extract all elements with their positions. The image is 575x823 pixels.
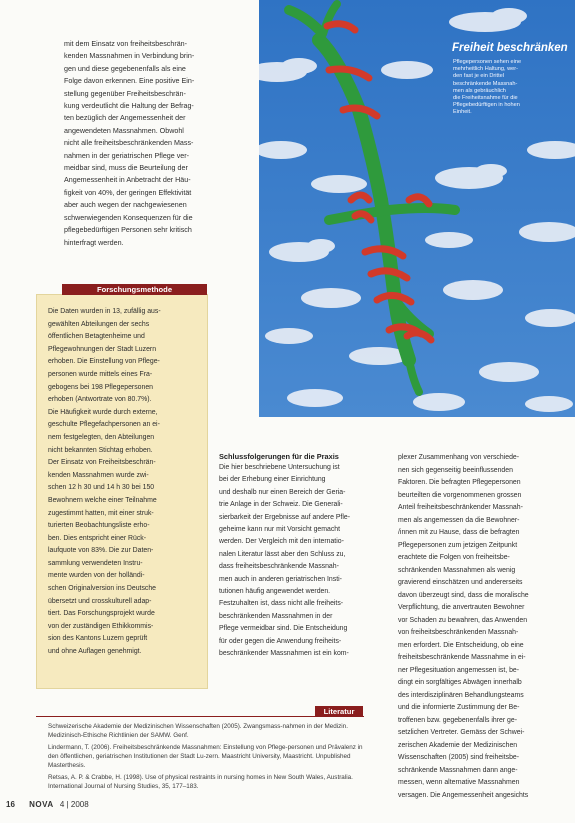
intro-line: kung verdeutlicht die Haltung der Befrag- [64,102,194,111]
right-column-line: davon überzeugt sind, dass die moralische [398,591,529,599]
method-line: erhoben. Die Einstellung von Pflege- [48,358,160,366]
conclusions-heading: Schlussfolgerungen für die Praxis [219,452,339,461]
method-line: öffentlichen Betagtenheime und [48,333,145,341]
right-column-line: erachtete die Folgen von freiheitsbe- [398,554,510,561]
caption-line: die Freiheitsnahme für die [453,95,518,102]
method-line: Bewohnern welche einer Teilnahme [48,496,157,504]
method-line: übersetzt und crosskulturell adap- [48,597,152,605]
method-line: Die Daten wurden in 13, zufällig aus- [48,308,161,315]
right-column-line: plexer Zusammenhang von verschiede- [398,454,520,461]
right-column-line: troffenen bzw. gegebenenfalls ihrer ge- [398,716,518,724]
conclusions-line: trie Anlage in der Schweiz. Die Generali- [219,501,343,509]
method-line: Der Einsatz von Freiheitsbeschrän- [48,459,156,467]
method-line: gewählten Abteilungen der sechs [48,320,150,328]
conclusions-line: sierbarkeit der Ergebnisse auf andere Pfle- [219,513,350,521]
method-line: gebogens bei 198 Pflegepersonen [48,383,153,391]
literature-list [48,723,370,796]
caption-line: beschränkende Massnah- [453,80,518,87]
intro-line: schwerwiegenden Konsequenzen für die [64,213,193,222]
method-line: turierten Beobachtungsliste erho- [48,522,150,530]
method-line: sion des Kantons Luzern geprüft [48,635,148,643]
caption-line: den fast je ein Drittel [453,73,504,80]
literature-item: Retsas, A. P. & Crabbe, H. (1998). Use of physical restraints in nursing homes in New South Wales, Australia. International Journal of Nursing Studies, 35, 177–183. [48,774,353,791]
method-text [48,306,202,659]
page-number: 16 [6,800,15,809]
right-column-line: von freiheitsbeschränkenden Massnah- [398,629,519,636]
right-column-line: Wissenschaften (2005) sind freiheitsbe- [398,754,520,761]
right-column-line: dingt ein sorgfältiges Abwägen innerhalb [398,679,522,686]
intro-line: pflegebedürftigen Personen sehr kritisch [64,226,192,235]
intro-line: meidbar sind, muss die Beurteilung der [64,164,188,173]
method-line: geschulte Pflegefachpersonen an ei- [48,421,160,429]
intro-line: hinterfragt werden. [64,238,124,247]
issue-number: 4 | 2008 [59,800,89,809]
method-line: schen 12 h 30 und 14 h 30 bei 150 [48,484,155,492]
conclusions-line: tutionen häufig angewendet werden. [219,588,331,596]
method-line: sammlung verwendeten Instru- [48,559,143,567]
right-column-line: Faktoren. Die befragten Pflegepersonen [398,479,521,486]
intro-line: angewendeten Massnahmen. Obwohl [64,126,184,135]
method-line: laufquote von 83%. Die zur Daten- [48,547,154,555]
right-column-line: /innen mit zu Hause, dass die befragten [398,529,520,536]
right-column-line: Anteil freiheitsbeschränkender Massnah- [398,504,523,511]
method-line: nicht bekannten Stichtag erhoben. [48,446,153,454]
conclusions-line: werden. Der Vergleich mit den internatio- [219,538,344,546]
magazine-name: NOVA [29,800,54,809]
intro-line: kenden Massnahmen in Verbindung brin- [64,52,195,61]
method-line: Die Häufigkeit wurde durch externe, [48,408,158,416]
right-column-line: nen sich gegenseitig beeinflussenden [398,466,513,474]
conclusions-line: men auch in anderen geriatrischen Insti- [219,575,342,583]
method-line: von der zuständigen Ethikkommis- [48,622,154,630]
method-label: Forschungsmethode [62,284,207,295]
right-column-line: messen, wenn alternative Massnahmen [398,779,520,786]
right-column-text [398,452,562,802]
caption-line: Pflegepersonen sehen eine [453,59,522,65]
method-line: kenden Massnahmen wurde zwi- [48,471,149,479]
caption-line: Pflegebedürftigen in hohen [453,102,520,109]
intro-line: nahmen in der geriatrischen Pflege ver- [64,151,190,160]
literature-item: Schweizerische Akademie der Medizinischen Wissenschaften (2005). Zwangsmass-nahmen in der Medizin. Medizinisch-Ethische Richtlinien der SAMW. Genf. [48,723,348,739]
caption-title: Freiheit beschränken [452,42,568,54]
conclusions-line: bei der Erhebung einer Einrichtung [219,476,326,484]
right-column-line: und die informierte Zustimmung der Be- [398,704,520,711]
method-line: mente wurden von der holländi- [48,572,145,580]
right-column-line: Verpflichtung, die anvertrauten Bewohner [398,604,525,611]
literature-item: Lindermann, T. (2006). Freiheitsbeschränkende Massnahmen: Einstellung von Pflege-personen und Prävalenz in den öffentlichen, geriatrischen Institutionen der Stadt Lu-zern. Maastricht University, Maastricht. Unpublished Masterthesis. [48,744,363,770]
intro-line: mit dem Einsatz von freiheitsbeschrän- [64,40,188,48]
intro-text [64,38,234,249]
caption-text [453,59,561,117]
right-column-line: Pflegepersonen zum jetzigen Zeitpunkt [398,541,518,549]
intro-line: Angemessenheit in Anbetracht der Häu- [64,176,191,185]
method-line: und ohne Auflagen genehmigt. [48,648,142,656]
method-line: tiert. Das Forschungsprojekt wurde [48,610,155,618]
right-column-line: freiheitsbeschränkende Massnahme in ei- [398,654,526,661]
caption-line: men als gebräuchlich [453,87,506,94]
right-column-line: beurteilten die vorgenommenen grossen [398,491,522,499]
right-column-line: versagen. Die Angemessenheit angesichts [398,791,529,799]
right-column-line: gravierend einschätzen und andererseits [398,579,523,586]
caption-line: Einheit. [453,109,472,116]
conclusions-line: Festzuhalten ist, dass nicht alle freiheits- [219,600,344,608]
literature-label: Literatur [315,706,363,717]
right-column-line: schränkenden Massnahmen als wenig [398,566,516,574]
right-column-line: zerischen Akademie der Medizinischen [398,741,518,749]
method-line: Pflegewohnungen der Stadt Luzern [48,345,157,353]
method-line: personen wurde mittels eines Fra- [48,370,153,378]
conclusions-line: Die hier beschriebene Untersuchung ist [219,464,340,471]
method-line: ben. Dies entspricht einer Rück- [48,534,147,542]
intro-line: ten bezüglich der Angemessenheit der [64,114,186,123]
right-column-line: men als angemessen da die Bewohner- [398,516,520,524]
method-line: zugestimmt hatten, mit einer struk- [48,509,154,517]
right-column-line: men erfordert. Die Entscheidung, ob eine [398,641,524,649]
conclusions-text [219,462,383,661]
right-column-line: ner Pflegesituation angemessen ist, be- [398,666,520,674]
right-column-line: des interdisziplinären Behandlungsteams [398,691,524,699]
right-column-line: vor Schaden zu bewahren, das Anwenden [398,616,528,624]
method-line: schen Originalversion ins Deutsche [48,585,157,593]
intro-line: nicht alle freiheitsbeschränkenden Mass- [64,139,194,148]
intro-line: figkeit von 40%, der geringen Effektivität [64,188,192,197]
conclusions-line: Pflege vermeidbar sind. Die Entscheidung [219,625,348,633]
conclusions-line: geheime kann nur mit Vorsicht gemacht [219,526,341,534]
right-column-line: schränkende Massnahmen dann ange- [398,766,518,774]
intro-line: gen und diese gegebenenfalls als eine [64,64,186,73]
conclusions-line: nalen Literatur lässt aber den Schluss zu, [219,550,346,558]
conclusions-line: für oder gegen die Anwendung freiheits- [219,637,342,645]
method-line: nem festgelegten, den Abteilungen [48,433,155,441]
method-line: erhoben (Antwortrate von 80.7%). [48,396,152,404]
conclusions-line: beschränkender Massnahmen ist ein kom- [219,650,349,658]
conclusions-line: und deshalb nur einen Bereich der Geria- [219,488,346,496]
right-column-line: setzlichen Vertreter. Gemäss der Schwei- [398,729,525,736]
intro-line: Folge davon erkennen. Eine positive Ein- [64,77,195,86]
conclusions-line: dass freiheitsbeschränkende Massnah- [219,563,339,571]
page-footer [6,800,89,809]
intro-line: aber auch wegen der nachgewiesenen [64,201,187,210]
caption-line: mehrheitlich Haltung, wer- [453,66,518,73]
intro-line: stellung gegenüber Freiheitsbeschrän- [64,89,186,98]
conclusions-line: beschränkenden Massnahmen in der [219,612,333,620]
